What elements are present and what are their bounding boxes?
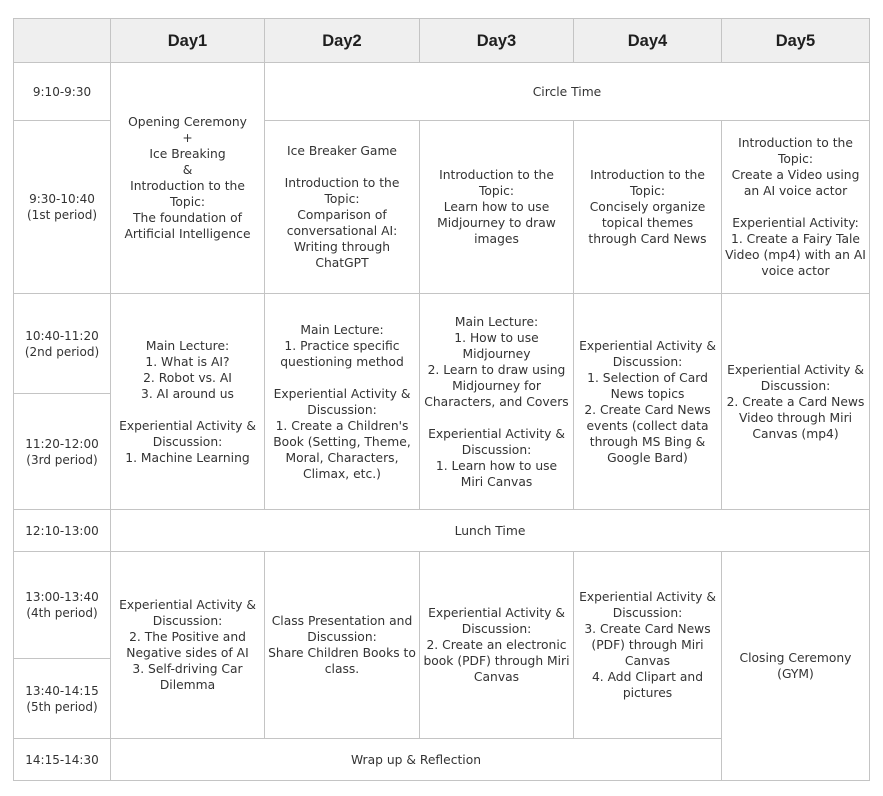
cell-text: Experiential Activity & Discussion: 2. Create an electronic book (PDF) through Miri Canvas	[423, 606, 570, 684]
day3-midmorning-cell	[420, 294, 574, 510]
day1-opening-cell	[111, 63, 265, 294]
cell-text: Introduction to the Topic: Concisely organize topical themes through Card News	[588, 168, 707, 246]
cell-text: Experiential Activity & Discussion: 2. The Positive and Negative sides of AI 3. Self-driving Car Dilemma	[119, 598, 256, 692]
day3-header: Day3	[420, 19, 574, 63]
cell-text: Introduction to the Topic: Create a Video using an AI voice actor Experiential Activity: 1. Create a Fairy Tale Video (mp4) with an AI voice actor	[725, 136, 866, 278]
time-label: 12:10-13:00	[25, 523, 99, 538]
day1-midmorning-cell	[111, 294, 265, 510]
circle-time-cell	[265, 63, 870, 121]
cell-text: Main Lecture: 1. How to use Midjourney 2. Learn to draw using Midjourney for Characters, and Covers Experiential Activity & Discussion: 1. Learn how to use Miri Canvas	[424, 314, 569, 489]
time-label: 13:40-14:15 (5th period)	[25, 683, 99, 714]
day2-afternoon-cell	[265, 552, 420, 739]
day4-1st-period-cell	[574, 121, 722, 294]
time-cell-1340	[14, 659, 111, 739]
cell-text: Ice Breaker Game Introduction to the Topic: Comparison of conversational AI: Writing through ChatGPT	[284, 144, 400, 270]
day4-afternoon-cell	[574, 552, 722, 739]
cell-text: Main Lecture: 1. Practice specific questioning method Experiential Activity & Discussion: 1. Create a Children's Book (Setting, Theme, Moral, Characters, Climax, etc.)	[273, 322, 411, 481]
day4-header: Day4	[574, 19, 722, 63]
cell-text: Experiential Activity & Discussion: 2. Create a Card News Video through Miri Canvas (mp4)	[726, 362, 865, 441]
time-label: 13:00-13:40 (4th period)	[25, 590, 99, 620]
cell-text: Lunch Time	[454, 523, 526, 538]
time-cell-1210	[14, 510, 111, 552]
schedule-table	[13, 18, 870, 781]
day5-closing-ceremony-cell	[722, 552, 870, 781]
row-circle-time	[14, 63, 870, 121]
cell-text: Experiential Activity & Discussion: 1. Selection of Card News topics 2. Create Card News events (collect data through MS Bing & Google Bard)	[579, 338, 716, 465]
day4-midmorning-cell	[574, 294, 722, 510]
day2-1st-period-cell	[265, 121, 420, 294]
corner-header-cell	[14, 19, 111, 63]
time-cell-1415	[14, 739, 111, 781]
day2-header: Day2	[265, 19, 420, 63]
time-cell-1120	[14, 394, 111, 510]
day3-afternoon-cell	[420, 552, 574, 739]
day1-header: Day1	[111, 19, 265, 63]
time-label: 9:30-10:40 (1st period)	[27, 192, 97, 222]
cell-text: Introduction to the Topic: Learn how to use Midjourney to draw images	[437, 168, 556, 246]
time-label: 9:10-9:30	[32, 84, 92, 99]
day5-1st-period-cell	[722, 121, 870, 294]
lunch-time-cell	[111, 510, 870, 552]
row-4th-period	[14, 552, 870, 659]
cell-text: Wrap up & Reflection	[350, 752, 482, 767]
day2-midmorning-cell	[265, 294, 420, 510]
time-label: 10:40-11:20 (2nd period)	[24, 328, 100, 359]
day3-1st-period-cell	[420, 121, 574, 294]
row-lunch	[14, 510, 870, 552]
cell-text: Main Lecture: 1. What is AI? 2. Robot vs. AI 3. AI around us Experiential Activity & Discussion: 1. Machine Learning	[119, 338, 256, 465]
cell-text: Class Presentation and Discussion: Share Children Books to class.	[268, 614, 416, 676]
cell-text: Closing Ceremony (GYM)	[739, 651, 852, 681]
header-row	[14, 19, 870, 63]
cell-text: Experiential Activity & Discussion: 3. Create Card News (PDF) through Miri Canvas 4. Add Clipart and pictures	[579, 590, 716, 700]
day5-midmorning-cell	[722, 294, 870, 510]
day1-afternoon-cell	[111, 552, 265, 739]
time-label: 14:15-14:30	[25, 752, 99, 767]
time-cell-0910	[14, 63, 111, 121]
time-label: 11:20-12:00 (3rd period)	[25, 436, 99, 467]
time-cell-1300	[14, 552, 111, 659]
row-2nd-period	[14, 294, 870, 394]
cell-text: Opening Ceremony + Ice Breaking & Introduction to the Topic: The foundation of Artificial Intelligence	[124, 115, 251, 241]
time-cell-1040	[14, 294, 111, 394]
day5-header: Day5	[722, 19, 870, 63]
time-cell-0930	[14, 121, 111, 294]
wrap-up-cell	[111, 739, 722, 781]
cell-text: Circle Time	[532, 84, 602, 99]
